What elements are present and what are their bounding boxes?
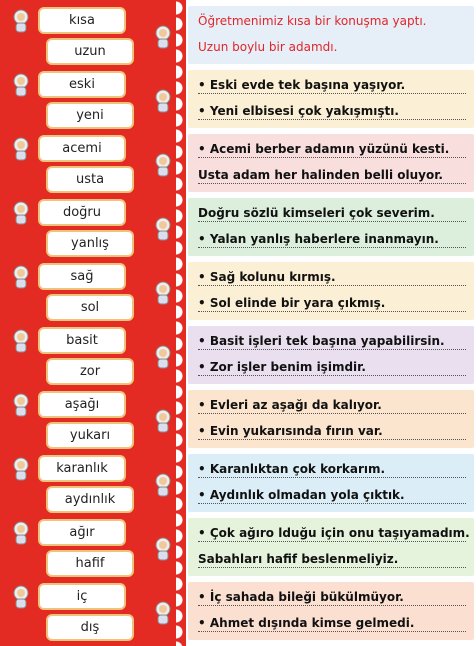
word-box: karanlık (38, 455, 126, 482)
word-box: usta (46, 166, 134, 193)
sentence: • Aydınlık olmadan yola çıktık. (198, 488, 466, 504)
sentence: • Çok ağıro lduğu için onu taşıyamadım. (198, 526, 466, 542)
word-box: zor (46, 358, 134, 385)
sentence: • Karanlıktan çok korkarım. (198, 462, 466, 478)
word-box: uzun (46, 38, 134, 65)
pair-row (0, 68, 476, 130)
sentence: • Ahmet dışında kimse gelmedi. (198, 616, 466, 632)
astronaut-icon (8, 392, 34, 418)
astronaut-icon (150, 280, 176, 306)
pair-row (0, 452, 476, 514)
sentence-card (188, 70, 474, 128)
word-box: eski (38, 71, 126, 98)
sentence-card (188, 6, 474, 64)
sentence: • Yalan yanlış haberlere inanmayın. (198, 232, 466, 248)
sentence: Usta adam her halinden belli oluyor. (198, 168, 466, 184)
sentence: • Sol elinde bir yara çıkmış. (198, 296, 466, 312)
pair-row (0, 4, 476, 66)
astronaut-icon (150, 88, 176, 114)
astronaut-icon (8, 328, 34, 354)
pair-row (0, 580, 476, 642)
word-box: dış (46, 614, 134, 641)
astronaut-icon (8, 72, 34, 98)
word-box: hafif (46, 550, 134, 577)
astronaut-icon (150, 216, 176, 242)
sentence-card (188, 326, 474, 384)
pair-row (0, 196, 476, 258)
sentence: Öğretmenimiz kısa bir konuşma yaptı. (198, 14, 427, 28)
astronaut-icon (8, 456, 34, 482)
astronaut-icon (8, 200, 34, 226)
astronaut-icon (8, 8, 34, 34)
pair-row (0, 516, 476, 578)
astronaut-icon (150, 408, 176, 434)
sentence: • Yeni elbisesi çok yakışmıştı. (198, 104, 466, 120)
sentence: • Zor işler benim işimdir. (198, 360, 466, 376)
astronaut-icon (8, 136, 34, 162)
sentence: Uzun boylu bir adamdı. (198, 40, 338, 54)
astronaut-icon (150, 152, 176, 178)
word-box: doğru (38, 199, 126, 226)
pair-row (0, 132, 476, 194)
astronaut-icon (150, 24, 176, 50)
sentence: Sabahları hafif beslenmeliyiz. (198, 552, 466, 568)
word-box: kısa (38, 7, 126, 34)
word-box: sol (46, 294, 134, 321)
word-box: aşağı (38, 391, 126, 418)
word-box: sağ (38, 263, 126, 290)
astronaut-icon (150, 472, 176, 498)
astronaut-icon (150, 344, 176, 370)
sentence: • Evin yukarısında fırın var. (198, 424, 466, 440)
word-box: iç (38, 583, 126, 610)
sentence-card (188, 518, 474, 576)
sentence: • İç sahada bileği bükülmüyor. (198, 590, 466, 606)
word-box: aydınlık (46, 486, 134, 513)
sentence: • Eski evde tek başına yaşıyor. (198, 78, 466, 94)
astronaut-icon (8, 264, 34, 290)
word-box: yukarı (46, 422, 134, 449)
word-box: yeni (46, 102, 134, 129)
sentence: • Basit işleri tek başına yapabilirsin. (198, 334, 466, 350)
astronaut-icon (150, 536, 176, 562)
sentence-card (188, 582, 474, 640)
word-box: ağır (38, 519, 126, 546)
pair-row (0, 388, 476, 450)
astronaut-icon (8, 584, 34, 610)
sentence-card (188, 262, 474, 320)
sentence-card (188, 198, 474, 256)
word-box: acemi (38, 135, 126, 162)
sentence: • Sağ kolunu kırmış. (198, 270, 466, 286)
word-box: basit (38, 327, 126, 354)
sentence-card (188, 454, 474, 512)
pair-row (0, 260, 476, 322)
astronaut-icon (150, 600, 176, 626)
sentence-card (188, 390, 474, 448)
pair-row (0, 324, 476, 386)
word-box: yanlış (46, 230, 134, 257)
astronaut-icon (8, 520, 34, 546)
sentence: • Evleri az aşağı da kalıyor. (198, 398, 466, 414)
sentence: Doğru sözlü kimseleri çok severim. (198, 206, 466, 222)
sentence: • Acemi berber adamın yüzünü kesti. (198, 142, 466, 158)
sentence-card (188, 134, 474, 192)
